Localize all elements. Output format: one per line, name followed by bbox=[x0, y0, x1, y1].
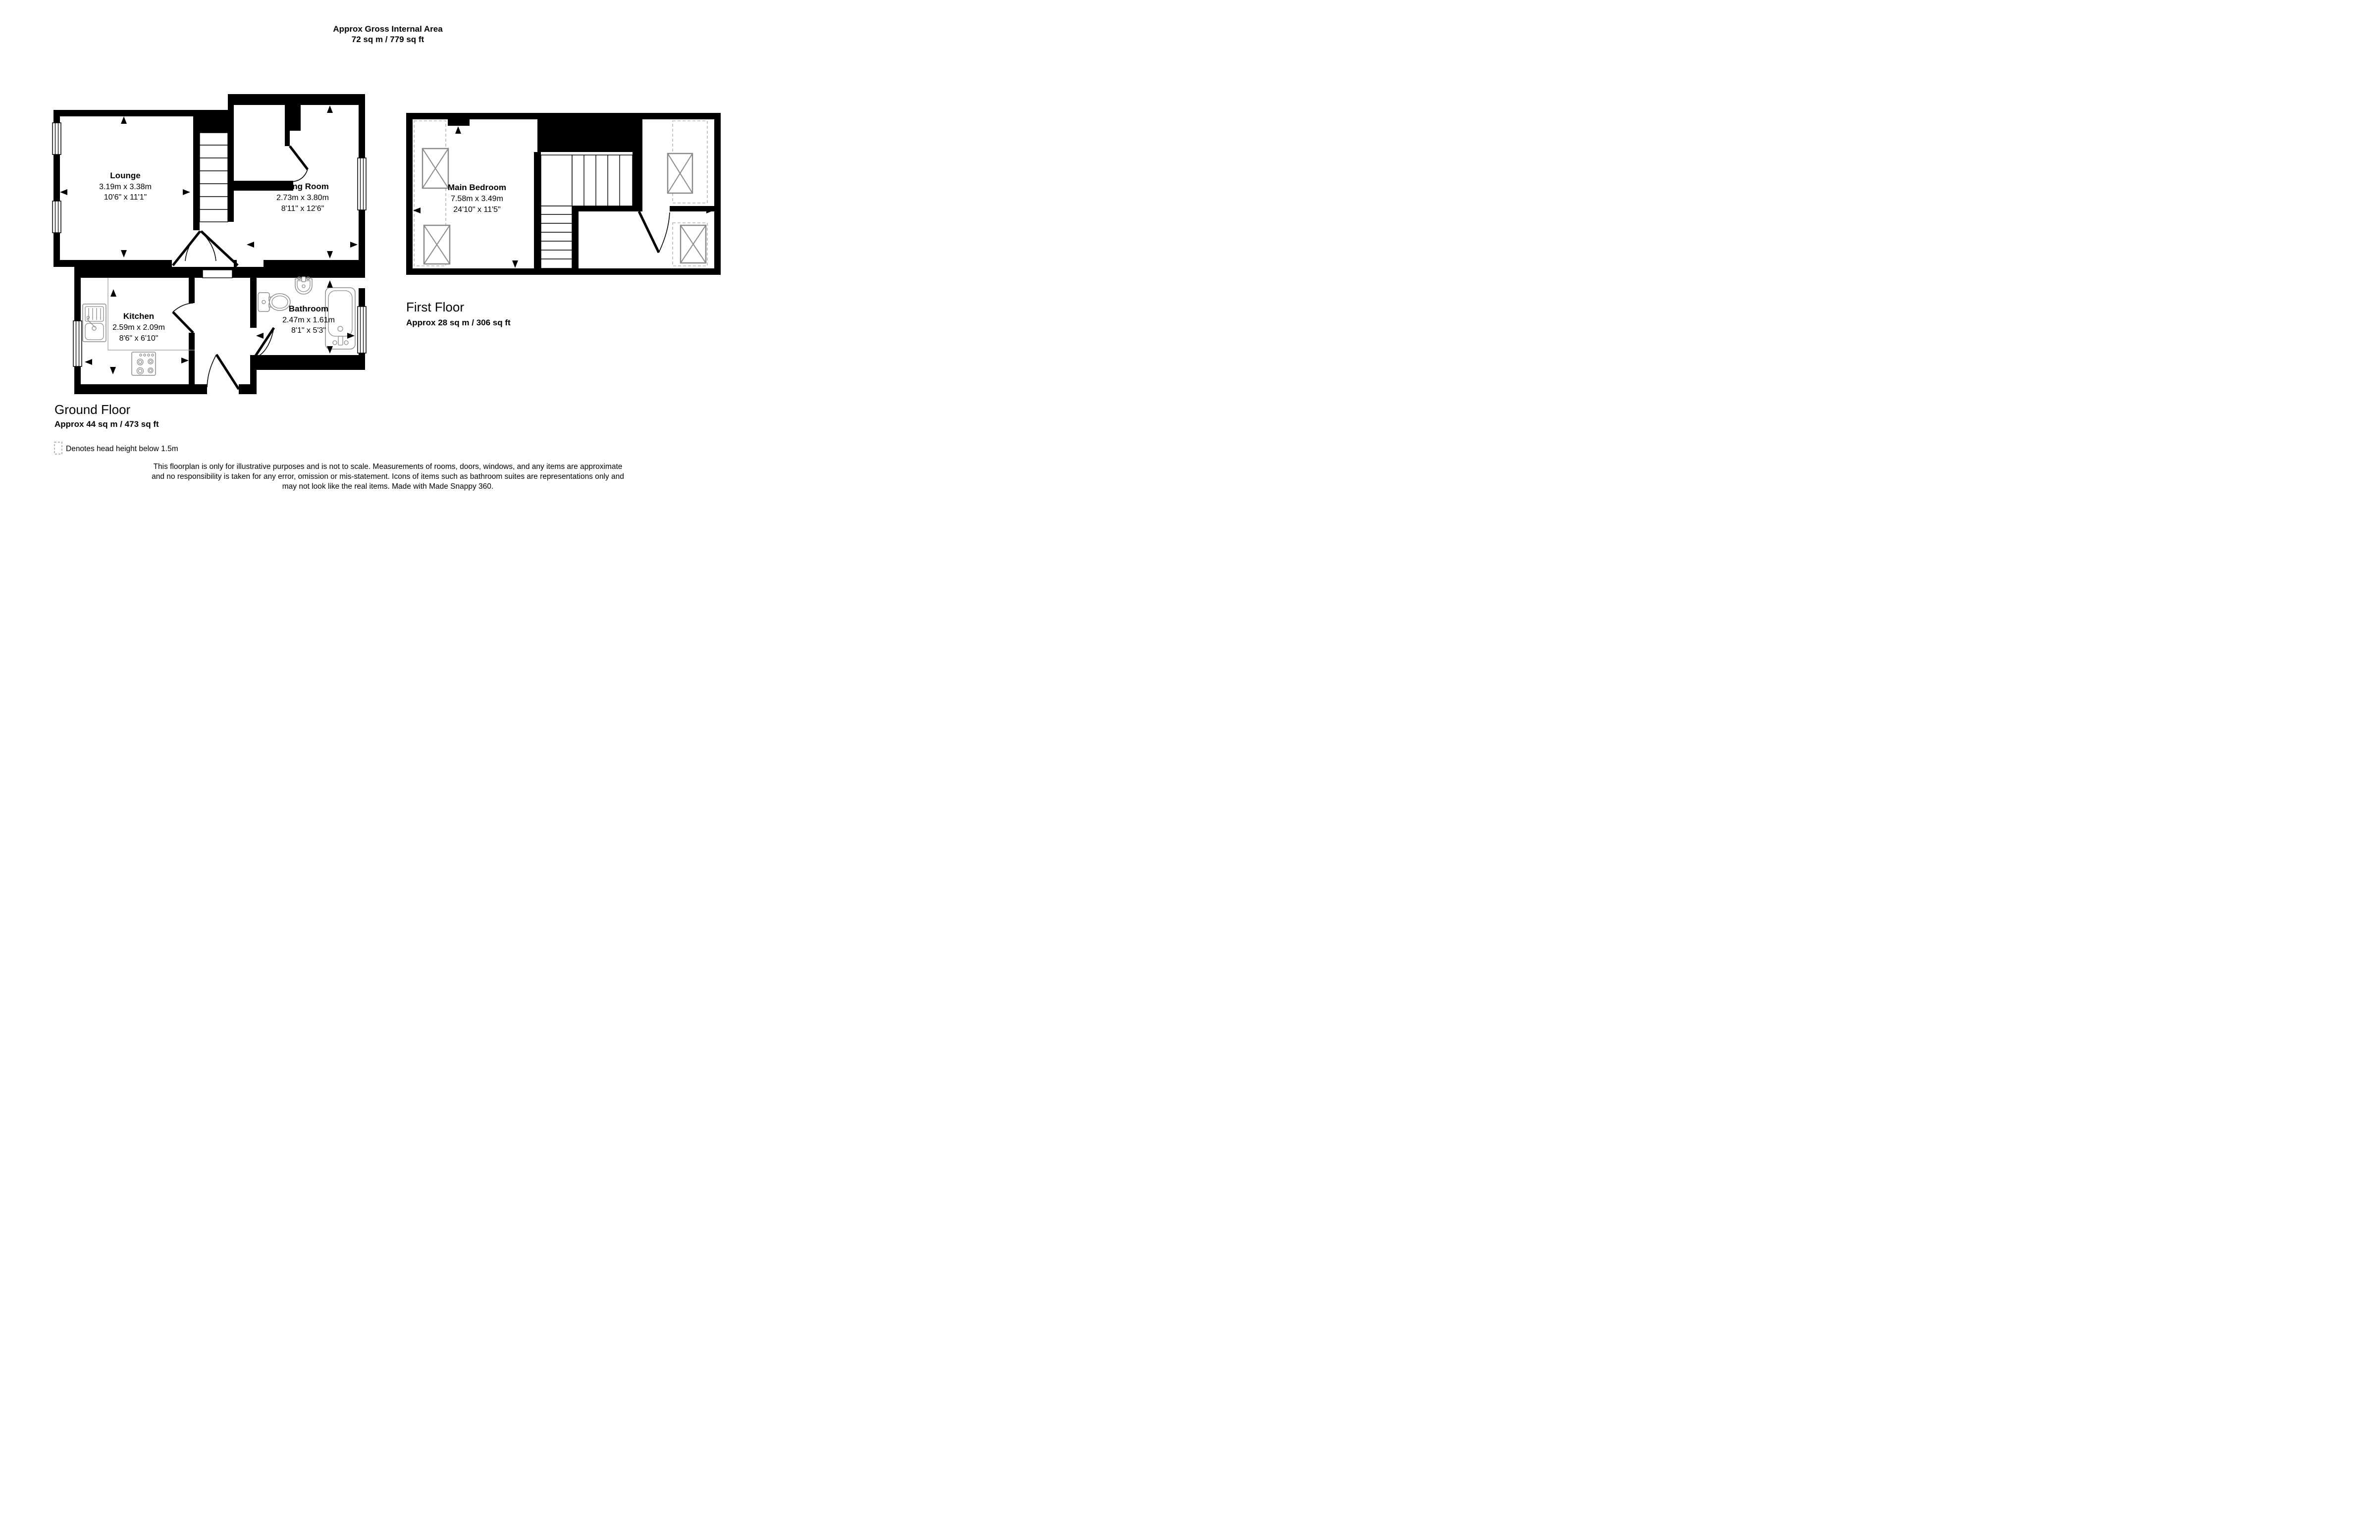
disclaimer-line: may not look like the real items. Made with Made Snappy 360. bbox=[282, 482, 494, 491]
page-title-area: 72 sq m / 779 sq ft bbox=[351, 35, 424, 44]
skylight-icon bbox=[668, 154, 692, 193]
door-swing-icon bbox=[639, 211, 670, 253]
front-door-swing-icon bbox=[207, 355, 239, 389]
ground-floor-area: Approx 44 sq m / 473 sq ft bbox=[54, 419, 159, 429]
lounge-window-icon bbox=[53, 123, 61, 154]
kitchen-metric-label: 2.59m x 2.09m bbox=[112, 323, 165, 332]
arrow-down-icon bbox=[110, 367, 116, 374]
hall-threshold-step bbox=[203, 270, 232, 278]
arrow-left-icon bbox=[247, 242, 254, 248]
lounge-imperial-label: 10'6" x 11'1" bbox=[104, 193, 147, 202]
lounge-window-icon bbox=[53, 201, 61, 233]
stairs-icon bbox=[200, 133, 228, 222]
basin-icon bbox=[295, 277, 312, 294]
bedroom-imperial-label: 24'10" x 11'5" bbox=[453, 205, 501, 214]
arrow-left-icon bbox=[60, 189, 67, 195]
door-swing-icon bbox=[173, 231, 238, 265]
kitchen-sink-icon bbox=[83, 304, 106, 342]
toilet-icon bbox=[258, 293, 290, 311]
skylight-icon bbox=[424, 225, 450, 264]
skylight-icon bbox=[423, 149, 448, 188]
arrow-left-icon bbox=[413, 207, 421, 213]
disclaimer-line: This floorplan is only for illustrative purposes and is not to scale. Measurements of rooms, doors, windows, and any items are approximate bbox=[153, 462, 623, 471]
lounge-metric-label: 3.19m x 3.38m bbox=[99, 183, 152, 191]
lounge-name-label: Lounge bbox=[110, 171, 141, 180]
arrow-right-icon bbox=[181, 358, 189, 363]
arrow-down-icon bbox=[121, 250, 127, 257]
head-height-legend-icon bbox=[54, 442, 62, 454]
page-title: Approx Gross Internal Area bbox=[333, 24, 443, 34]
head-height-legend-label: Denotes head height below 1.5m bbox=[66, 445, 178, 453]
disclaimer-line: and no responsibility is taken for any error, omission or mis-statement. Icons of items such as bathroom suites are representations only and bbox=[152, 472, 624, 481]
door-swing-icon bbox=[253, 328, 274, 359]
stairs-icon bbox=[541, 155, 633, 268]
ground-floor-title: Ground Floor bbox=[54, 402, 131, 417]
first-floor-title: First Floor bbox=[406, 300, 464, 314]
floorplan-page bbox=[0, 0, 765, 495]
arrow-down-icon bbox=[327, 251, 333, 258]
door-swing-icon bbox=[290, 146, 308, 182]
arrow-down-icon bbox=[512, 260, 518, 268]
skylight-icon bbox=[681, 225, 706, 263]
kitchen-window-icon bbox=[73, 321, 82, 366]
bathroom-window-icon bbox=[358, 307, 366, 353]
first-floor-area: Approx 28 sq m / 306 sq ft bbox=[406, 318, 511, 327]
dining-name-label: Dining Room bbox=[276, 182, 329, 191]
bedroom-metric-label: 7.58m x 3.49m bbox=[451, 195, 503, 203]
arrow-right-icon bbox=[350, 242, 358, 248]
door-swing-icon bbox=[173, 303, 193, 333]
bathroom-imperial-label: 8'1" x 5'3" bbox=[291, 326, 326, 335]
floorplan-drawing bbox=[0, 0, 765, 495]
arrow-down-icon bbox=[327, 346, 333, 354]
kitchen-imperial-label: 8'6" x 6'10" bbox=[119, 334, 159, 343]
bathroom-name-label: Bathroom bbox=[288, 304, 329, 313]
dining-window-icon bbox=[358, 158, 366, 210]
stove-icon bbox=[132, 352, 156, 375]
arrow-right-icon bbox=[183, 189, 190, 195]
arrow-up-icon bbox=[121, 116, 127, 124]
ground-floor-plan bbox=[53, 94, 366, 394]
bathroom-metric-label: 2.47m x 1.61m bbox=[282, 316, 335, 324]
bedroom-name-label: Main Bedroom bbox=[447, 183, 507, 192]
arrow-up-icon bbox=[327, 105, 333, 113]
arrow-up-icon bbox=[110, 289, 116, 297]
kitchen-name-label: Kitchen bbox=[123, 311, 155, 321]
first-floor-plan bbox=[406, 113, 721, 275]
dining-imperial-label: 8'11" x 12'6" bbox=[281, 205, 324, 213]
arrow-up-icon bbox=[455, 126, 461, 134]
dining-metric-label: 2.73m x 3.80m bbox=[276, 194, 329, 202]
arrow-left-icon bbox=[85, 359, 92, 365]
arrow-up-icon bbox=[327, 280, 333, 288]
arrow-left-icon bbox=[256, 333, 264, 339]
